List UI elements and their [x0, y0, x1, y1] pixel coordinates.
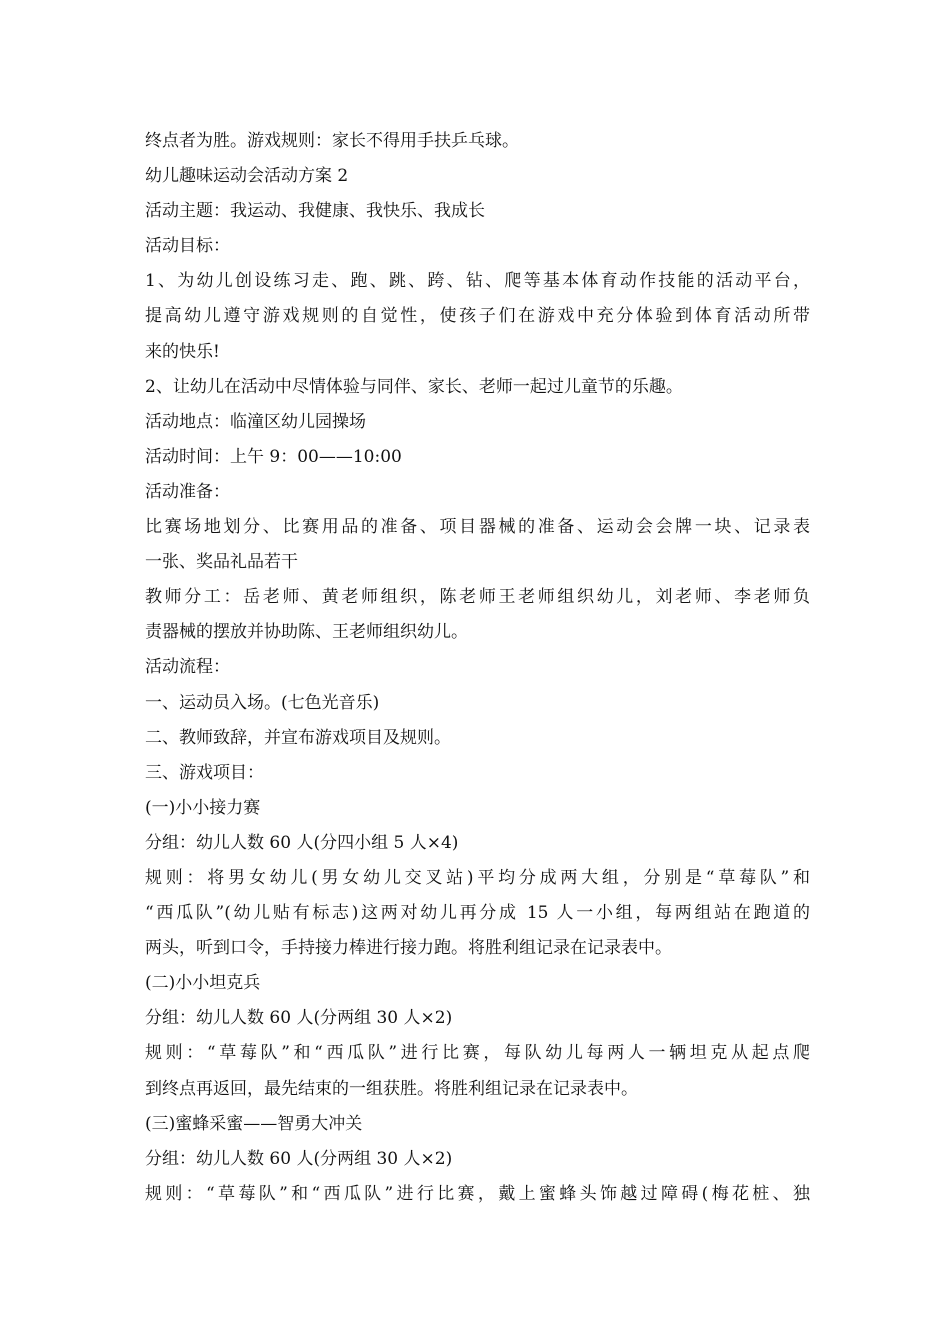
text-line: 活动时间：上午 9：00——10:00: [145, 446, 402, 467]
text-line: 终点者为胜。游戏规则：家长不得用手扶乒乓球。: [145, 131, 519, 151]
text-line: 2、让幼儿在活动中尽情体验与同伴、家长、老师一起过儿童节的乐趣。: [145, 376, 683, 397]
text-line: 分组：幼儿人数 60 人(分两组 30 人×2): [145, 1148, 453, 1169]
text-line: 活动准备：: [145, 481, 230, 502]
text-line: 规则：“草莓队”和“西瓜队”进行比赛，戴上蜜蜂头饰越过障碍(梅花桩、独: [145, 1183, 810, 1204]
text-line: 分组：幼儿人数 60 人(分两组 30 人×2): [145, 1008, 453, 1029]
text-line: 比赛场地划分、比赛用品的准备、项目器械的准备、运动会会牌一块、记录表: [145, 517, 810, 538]
text-line: 三、游戏项目：: [145, 762, 264, 783]
text-line: 提高幼儿遵守游戏规则的自觉性，使孩子们在游戏中充分体验到体育活动所带: [145, 306, 810, 327]
text-line: 活动目标：: [145, 236, 230, 257]
text-line: 活动主题：我运动、我健康、我快乐、我成长: [145, 201, 485, 222]
text-line: 到终点再返回，最先结束的一组获胜。将胜利组记录在记录表中。: [145, 1078, 638, 1099]
text-line: 规则：将男女幼儿(男女幼儿交叉站)平均分成两大组，分别是“草莓队”和: [145, 867, 810, 888]
subsection-heading: (二)小小坦克兵: [145, 973, 261, 994]
text-line: 教师分工：岳老师、黄老师组织，陈老师王老师组织幼儿，刘老师、李老师负: [145, 587, 810, 608]
subsection-heading: (一)小小接力赛: [145, 797, 261, 818]
subsection-heading: (三)蜜蜂采蜜——智勇大冲关: [145, 1113, 363, 1134]
text-line: 活动流程：: [145, 657, 230, 678]
document-body: [145, 124, 810, 1212]
text-line: 责器械的摆放并协助陈、王老师组织幼儿。: [145, 622, 468, 643]
text-line: 1、为幼儿创设练习走、跑、跳、跨、钻、爬等基本体育动作技能的活动平台，: [145, 271, 810, 292]
text-line: “西瓜队”(幼儿贴有标志)这两对幼儿再分成 15 人一小组，每两组站在跑道的: [145, 903, 810, 924]
text-line: 一张、奖品礼品若干: [145, 552, 298, 573]
section-heading: 幼儿趣味运动会活动方案 2: [145, 166, 349, 187]
text-line: 一、运动员入场。(七色光音乐): [145, 692, 380, 713]
text-line: 来的快乐!: [145, 341, 220, 362]
text-line: 两头，听到口令，手持接力棒进行接力跑。将胜利组记录在记录表中。: [145, 938, 672, 959]
text-line: 二、教师致辞，并宣布游戏项目及规则。: [145, 727, 451, 748]
text-line: 分组：幼儿人数 60 人(分四小组 5 人×4): [145, 832, 459, 853]
text-line: 规则：“草莓队”和“西瓜队”进行比赛，每队幼儿每两人一辆坦克从起点爬: [145, 1043, 810, 1064]
text-line: 活动地点：临潼区幼儿园操场: [145, 411, 366, 432]
